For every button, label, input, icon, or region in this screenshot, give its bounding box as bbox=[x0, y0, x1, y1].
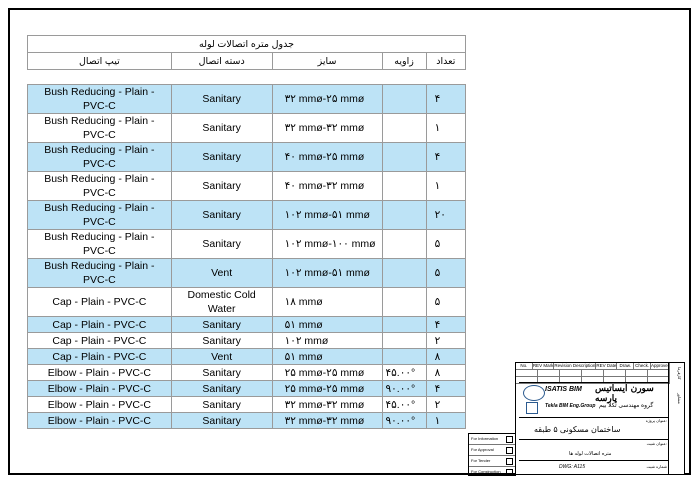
table-row bbox=[28, 317, 466, 333]
table-row bbox=[28, 230, 466, 259]
cell-type: Elbow - Plain - PVC-C bbox=[28, 413, 172, 429]
group-name-fa: گروه مهندسی تکلا بیم bbox=[599, 403, 654, 409]
revision-table bbox=[516, 363, 670, 381]
cell-category: Sanitary bbox=[171, 114, 272, 143]
table-row bbox=[28, 259, 466, 288]
cell-angle bbox=[382, 143, 426, 172]
header-count: تعداد bbox=[426, 53, 465, 70]
cell-size: ۲۵ mmø-۲۵ mmø bbox=[272, 365, 382, 381]
cell-count: ۴ bbox=[426, 85, 465, 114]
status-construction: For Construction bbox=[469, 467, 515, 477]
sheet-label: عنوان شیت: bbox=[646, 441, 667, 446]
company-name-en: ISATIS BIM bbox=[545, 386, 582, 393]
cell-angle: ۹۰.۰۰° bbox=[382, 413, 426, 429]
cell-angle bbox=[382, 259, 426, 288]
cell-category: Sanitary bbox=[171, 317, 272, 333]
table-row bbox=[28, 288, 466, 317]
cell-category: Sanitary bbox=[171, 143, 272, 172]
company-logo-icon bbox=[523, 385, 545, 401]
table-row bbox=[28, 381, 466, 397]
cell-size: ۱۸ mmø bbox=[272, 288, 382, 317]
revision-col-header: Check. bbox=[635, 363, 650, 368]
number-value: DWG: A115 bbox=[559, 464, 586, 470]
company-logo-area bbox=[519, 382, 669, 418]
cell-type: Bush Reducing - Plain - PVC-C bbox=[28, 259, 172, 288]
status-tender: For Tender bbox=[469, 456, 515, 467]
cell-angle bbox=[382, 172, 426, 201]
cell-size: ۲۵ mmø-۲۵ mmø bbox=[272, 381, 382, 397]
revision-col-header: REV Mark bbox=[532, 363, 554, 368]
table-row bbox=[28, 114, 466, 143]
cell-type: Elbow - Plain - PVC-C bbox=[28, 397, 172, 413]
sheet-number-field bbox=[519, 461, 669, 474]
cell-type: Bush Reducing - Plain - PVC-C bbox=[28, 201, 172, 230]
cell-category: Sanitary bbox=[171, 333, 272, 349]
cell-size: ۱۰۲ mmø bbox=[272, 333, 382, 349]
cell-count: ۵ bbox=[426, 230, 465, 259]
cell-category: Sanitary bbox=[171, 172, 272, 201]
status-approval: For Approval bbox=[469, 445, 515, 456]
cell-type: Bush Reducing - Plain - PVC-C bbox=[28, 85, 172, 114]
consultant-label: مشاور bbox=[677, 393, 682, 404]
cell-angle: ۹۰.۰۰° bbox=[382, 381, 426, 397]
cell-angle bbox=[382, 317, 426, 333]
cell-count: ۴ bbox=[426, 381, 465, 397]
schedule-title: جدول متره اتصالات لوله bbox=[28, 36, 466, 53]
cell-type: Elbow - Plain - PVC-C bbox=[28, 365, 172, 381]
cell-category: Sanitary bbox=[171, 397, 272, 413]
cell-category: Vent bbox=[171, 259, 272, 288]
header-size: سایز bbox=[272, 53, 382, 70]
cell-angle: ۴۵.۰۰° bbox=[382, 365, 426, 381]
cell-count: ۱ bbox=[426, 114, 465, 143]
fittings-schedule bbox=[27, 35, 466, 429]
cell-count: ۴ bbox=[426, 317, 465, 333]
cell-category: Sanitary bbox=[171, 201, 272, 230]
revision-col-header: Revision Description bbox=[554, 363, 596, 368]
cell-category: Sanitary bbox=[171, 365, 272, 381]
cell-type: Bush Reducing - Plain - PVC-C bbox=[28, 114, 172, 143]
cell-size: ۳۲ mmø-۲۵ mmø bbox=[272, 85, 382, 114]
cell-type: Cap - Plain - PVC-C bbox=[28, 288, 172, 317]
cell-count: ۲ bbox=[426, 333, 465, 349]
project-label: عنوان پروژه: bbox=[645, 418, 667, 423]
sheet-name-field bbox=[519, 440, 669, 461]
cell-category: Sanitary bbox=[171, 381, 272, 397]
status-info: For Information bbox=[469, 434, 515, 445]
cell-type: Cap - Plain - PVC-C bbox=[28, 349, 172, 365]
header-angle: زاویه bbox=[382, 53, 426, 70]
title-block bbox=[471, 362, 685, 475]
cell-count: ۸ bbox=[426, 365, 465, 381]
cell-count: ۲۰ bbox=[426, 201, 465, 230]
table-row bbox=[28, 172, 466, 201]
cell-size: ۴۰ mmø-۲۵ mmø bbox=[272, 143, 382, 172]
table-row bbox=[28, 413, 466, 429]
table-row bbox=[28, 143, 466, 172]
cell-size: ۳۲ mmø-۳۲ mmø bbox=[272, 114, 382, 143]
status-box bbox=[468, 433, 516, 476]
cell-count: ۲ bbox=[426, 397, 465, 413]
cell-category: Sanitary bbox=[171, 230, 272, 259]
sheet-value: متره اتصالات لوله ها bbox=[569, 451, 612, 457]
table-row bbox=[28, 85, 466, 114]
cell-angle bbox=[382, 114, 426, 143]
cell-count: ۸ bbox=[426, 349, 465, 365]
cell-angle bbox=[382, 349, 426, 365]
checkbox-icon bbox=[506, 436, 513, 443]
cell-type: Cap - Plain - PVC-C bbox=[28, 333, 172, 349]
cell-angle bbox=[382, 201, 426, 230]
cell-angle bbox=[382, 333, 426, 349]
header-type: تیپ اتصال bbox=[28, 53, 172, 70]
project-value: ساختمان مسکونی ۵ طبقه bbox=[534, 425, 621, 434]
cell-type: Bush Reducing - Plain - PVC-C bbox=[28, 230, 172, 259]
table-row bbox=[28, 201, 466, 230]
cell-count: ۱ bbox=[426, 172, 465, 201]
revision-col-header: REV Date bbox=[596, 363, 617, 368]
table-row bbox=[28, 333, 466, 349]
cell-type: Elbow - Plain - PVC-C bbox=[28, 381, 172, 397]
header-gap bbox=[28, 70, 466, 85]
project-field bbox=[519, 417, 669, 440]
company-name-fa: سورن ایساتیس پارسه bbox=[595, 384, 654, 404]
revision-col-header: Approve. bbox=[651, 363, 670, 368]
table-row bbox=[28, 349, 466, 365]
cell-angle bbox=[382, 288, 426, 317]
cell-type: Bush Reducing - Plain - PVC-C bbox=[28, 172, 172, 201]
revision-col-header: No. bbox=[516, 363, 533, 369]
client-label: کارفرما bbox=[677, 367, 682, 380]
cell-count: ۵ bbox=[426, 259, 465, 288]
cell-size: ۳۲ mmø-۳۲ mmø bbox=[272, 413, 382, 429]
number-label: شماره شیت bbox=[646, 464, 667, 469]
cell-angle bbox=[382, 85, 426, 114]
cell-count: ۵ bbox=[426, 288, 465, 317]
cell-category: Sanitary bbox=[171, 85, 272, 114]
cell-type: Cap - Plain - PVC-C bbox=[28, 317, 172, 333]
cell-size: ۱۰۲ mmø-۵۱ mmø bbox=[272, 259, 382, 288]
cell-size: ۵۱ mmø bbox=[272, 349, 382, 365]
checkbox-icon bbox=[506, 447, 513, 454]
cell-category: Domestic Cold Water bbox=[171, 288, 272, 317]
cell-angle: ۴۵.۰۰° bbox=[382, 397, 426, 413]
cell-count: ۴ bbox=[426, 143, 465, 172]
side-labels bbox=[668, 363, 684, 475]
checkbox-icon bbox=[506, 469, 513, 476]
cell-size: ۴۰ mmø-۳۲ mmø bbox=[272, 172, 382, 201]
table-row bbox=[28, 397, 466, 413]
cell-angle bbox=[382, 230, 426, 259]
cell-size: ۱۰۲ mmø-۱۰۰ mmø bbox=[272, 230, 382, 259]
cell-size: ۱۰۲ mmø-۵۱ mmø bbox=[272, 201, 382, 230]
cell-size: ۳۲ mmø-۳۲ mmø bbox=[272, 397, 382, 413]
cell-count: ۱ bbox=[426, 413, 465, 429]
cell-size: ۵۱ mmø bbox=[272, 317, 382, 333]
cell-type: Bush Reducing - Plain - PVC-C bbox=[28, 143, 172, 172]
table-row bbox=[28, 365, 466, 381]
cell-category: Sanitary bbox=[171, 413, 272, 429]
checkbox-icon bbox=[506, 458, 513, 465]
header-category: دسته اتصال bbox=[171, 53, 272, 70]
group-logo-icon bbox=[526, 402, 538, 414]
group-name-en: Tekla BIM Eng.Group bbox=[545, 403, 596, 409]
revision-col-header: Draw. bbox=[617, 363, 634, 369]
cell-category: Vent bbox=[171, 349, 272, 365]
